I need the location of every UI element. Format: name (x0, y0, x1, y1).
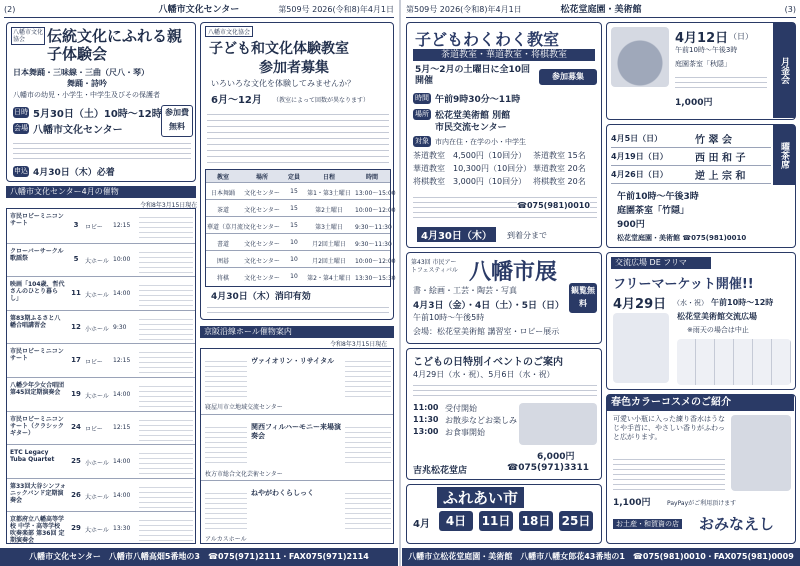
taiken-cell: 月2回土曜日 (312, 258, 346, 265)
yawata-ten-fee: 観覧無料 (569, 283, 597, 313)
taiken-cell: 10 (290, 273, 298, 280)
oyako-target: 八幡市の幼児・小学生・中学生及びその保護者 (13, 91, 160, 99)
event-time: 14:00 (113, 491, 131, 499)
taiken-notes (207, 109, 389, 165)
fureai-month: 4月 (413, 519, 430, 530)
fureai-box (406, 484, 602, 544)
keihan-event-detail (345, 423, 391, 464)
event-detail (139, 248, 193, 274)
flea-venue: 松花堂美術館交流広場 (677, 312, 757, 321)
taiken-cell: 9:30～11:30 (355, 224, 392, 231)
wakuwaku-schedule: 5月～2月の土曜日に全10回開催 (415, 65, 531, 86)
wakuwaku-contact: ☎075(981)0010 (517, 201, 590, 210)
kodomo-no-hi-title: こどもの日特別イベントのご案内 (413, 357, 563, 368)
oyako-apply-until: 4月30日（木）必着 (33, 168, 115, 178)
access-map (677, 339, 791, 385)
gekkei-tag (773, 23, 795, 118)
cosme-box (606, 394, 796, 544)
kodomo-no-hi-dates: 4月29日（水・祝）、5月6日（水・祝） (413, 370, 555, 379)
fureai-day: 4日 (439, 511, 473, 531)
kodomo-no-hi-detail (413, 381, 597, 399)
event-hall: 大ホール (85, 258, 109, 266)
taiken-period-note: （教室によって回数が異なります） (273, 97, 370, 104)
kodomo-no-hi-fee: 6,000円 (537, 452, 575, 462)
event-time: 9:30 (113, 323, 127, 331)
yocha-name: 西 田 和 子 (695, 153, 746, 164)
oyako-date-label: 日時 (14, 108, 28, 116)
keihan-event-detail (345, 357, 391, 398)
cosme-pay: PayPayがご利用頂けます (667, 500, 737, 507)
flea-time: 午前10時～12時 (711, 298, 774, 307)
taiken-period: 6月～12月 (211, 95, 262, 106)
yocha-tag-text: 曜茶席 (779, 141, 789, 169)
schedule-time: 13:00 (413, 427, 439, 436)
taiken-cell: 15 (290, 222, 298, 229)
event-name: クローバーサークル歌謡祭 (10, 247, 64, 262)
event-time: 12:15 (113, 424, 131, 432)
taiken-cell: 第2・第4土曜日 (307, 275, 351, 282)
wakuwaku-time: 午前9時30分～11時 (435, 95, 521, 105)
yawata-ten-title: 八幡市展 (469, 259, 558, 285)
yocha-row (611, 165, 771, 184)
wakuwaku-recruit: 参加募集 (539, 69, 597, 85)
shop-name: おみなえし (699, 515, 775, 533)
gekkei-detail (675, 73, 767, 91)
taiken-cell: 15 (290, 188, 298, 195)
event-time: 14:00 (113, 390, 131, 398)
cosme-detail (613, 455, 725, 491)
yocha-row (611, 147, 771, 166)
taiken-contact-text (207, 303, 389, 315)
page-number: (3) (784, 5, 796, 14)
taiken-cell: 10:00～12:00 (355, 207, 396, 214)
taiken-cell: 囲碁 (216, 258, 229, 265)
keihan-row (201, 414, 393, 480)
flea-date: 4月29日 (613, 297, 667, 312)
event-hall: ロビー (85, 426, 103, 434)
schedule-item: お食事開始 (445, 428, 485, 437)
keihan-event-place: 枚方市総合文化芸術センター (205, 470, 283, 478)
fureai-title: ふれあい市 (437, 487, 524, 508)
events-title-bar (6, 186, 196, 198)
events-list (6, 208, 196, 544)
taiken-table-row (206, 250, 396, 268)
yawata-ten-genres: 書・絵画・工芸・陶芸・写真 (413, 286, 517, 295)
event-detail (139, 213, 193, 239)
event-time: 14:00 (113, 289, 131, 297)
right-footer: 八幡市立松花堂庭園・美術館 八幡市八幡女郎花43番地の1 ☎075(981)0010・FAX075(981)0009 (402, 548, 800, 566)
keihan-event-name: ヴァイオリン・リサイタル (251, 357, 335, 365)
taiken-cell: 文化センター (244, 224, 280, 231)
yocha-date: 4月19日（日） (611, 152, 668, 161)
yawata-ten-venue: 会場：松花堂美術館 講習室・ロビー展示 (413, 327, 560, 336)
taiken-table-body (206, 182, 396, 286)
gekkei-venue: 庭園茶室「秋隠」 (675, 60, 731, 68)
event-date: 3 (73, 220, 79, 229)
event-hall: 大ホール (85, 493, 109, 501)
taiken-lead: いろいろな文化を体験してみませんか？ (211, 79, 355, 88)
event-date: 26 (71, 490, 81, 499)
schedule-time: 11:30 (413, 415, 439, 424)
wakuwaku-venue-label: 場所 (415, 110, 429, 118)
taiken-header-cell: 日程 (322, 174, 335, 181)
taiken-table-header (206, 170, 390, 182)
taiken-cell: 13:00～15:00 (355, 190, 396, 197)
taiken-cell: 第3土曜日 (315, 224, 343, 231)
yocha-row (611, 129, 771, 148)
right-page (402, 0, 800, 566)
taiken-table-row (206, 233, 390, 251)
oyako-genres: 日本舞踊・三味線・三曲（尺八・琴） (13, 68, 149, 77)
gekkei-box (606, 22, 796, 120)
flea-illustration (613, 313, 669, 383)
wakuwaku-target: 市内在住・在学の小・中学生 (435, 138, 526, 146)
yocha-time: 午前10時～午後3時 (617, 192, 699, 202)
keihan-event-detail (205, 489, 247, 530)
event-date: 29 (71, 524, 81, 533)
taiken-cell: 13:30～15:30 (355, 275, 396, 282)
page-title: 八幡市文化センター (158, 5, 240, 15)
taiken-cell: 月2回土曜日 (312, 241, 346, 248)
event-detail (139, 281, 193, 307)
fee-amount: 3,000円（10回分） (453, 177, 527, 186)
event-row (7, 243, 195, 278)
events-note: 令和8年3月15日現在 (140, 202, 198, 209)
yawata-ten-series: 第43回 市民アートフェスティバル (411, 259, 458, 274)
yocha-tag (773, 125, 795, 185)
oyako-date: 5月30日（土）10時～12時 (33, 109, 162, 120)
event-detail (139, 348, 193, 374)
keihan-event-place: 寝屋川市立地域交流センター (205, 404, 283, 412)
yocha-name: 逆 上 宗 和 (695, 171, 746, 182)
schedule-item: 受付開始 (445, 404, 477, 413)
event-row (7, 343, 195, 378)
event-date: 17 (71, 356, 81, 365)
event-row (7, 209, 195, 243)
event-time: 14:00 (113, 457, 131, 465)
event-row (7, 377, 195, 412)
taiken-table-row (206, 267, 396, 285)
event-hall: 小ホール (85, 459, 109, 467)
keihan-event-name: ねやがわくらしっく (251, 488, 314, 497)
taiken-cell: 9:30～11:30 (355, 241, 392, 248)
oyako-title: 伝統文化にふれる親子体験会 (47, 27, 183, 63)
fee-amount: 4,500円（10回分） (453, 151, 527, 160)
keihan-title-bar (200, 326, 394, 338)
wakuwaku-title: 子どもわくわく教室 (415, 30, 560, 49)
taiken-cell: 文化センター (244, 190, 280, 197)
yocha-fee: 900円 (617, 220, 645, 230)
event-detail (139, 449, 193, 475)
wakuwaku-target-label: 対象 (415, 137, 429, 145)
fee-capacity: 茶道教室 15名 (533, 151, 586, 160)
flea-head-bar (611, 257, 711, 269)
event-time: 13:30 (113, 525, 131, 533)
event-name: 市民ロビーミニコンサート (10, 348, 64, 363)
taiken-cell: 10:00～12:00 (355, 258, 396, 265)
event-time: 12:15 (113, 357, 131, 365)
shop-tag: お土産・和賀資の店 (613, 519, 682, 529)
event-date: 5 (73, 255, 79, 264)
event-row (7, 411, 195, 446)
taiken-table (205, 169, 396, 287)
center-fold (399, 0, 401, 566)
taiken-cell: 第2土曜日 (315, 207, 343, 214)
event-detail (139, 315, 193, 341)
oyako-apply-label: 申込 (14, 167, 28, 175)
yocha-venue: 庭園茶室「竹隠」 (617, 206, 690, 216)
taiken-badge: 八幡市文化協会 (205, 26, 253, 37)
yawata-ten-box (406, 252, 602, 344)
event-name: ETC Legacy Tuba Quartet (10, 449, 55, 464)
flea-title: フリーマーケット開催!! (613, 277, 754, 292)
wakuwaku-fee-table (413, 150, 597, 190)
yocha-contact: 松花堂庭園・美術館 ☎075(981)0010 (617, 234, 747, 242)
taiken-cell: 10 (290, 256, 298, 263)
flea-market-box (606, 252, 796, 390)
event-name: 八幡少年少女合唱団第45回定期演奏会 (10, 382, 65, 396)
taiken-header-cell: 教室 (216, 174, 229, 181)
cosme-price: 1,100円 (613, 498, 651, 508)
taiken-cell: 文化センター (244, 207, 280, 214)
kodomo-tel: ☎075(971)3311 (507, 463, 590, 473)
page-title: 松花堂庭園・美術館 (560, 5, 642, 15)
tea-kettle-photo (611, 27, 669, 87)
taiken-table-row (206, 182, 396, 200)
taiken-cell: 将棋 (216, 275, 229, 282)
event-hall: 大ホール (85, 392, 109, 400)
wakuwaku-time-label: 時間 (415, 94, 429, 102)
fee-name: 茶道教室 (413, 151, 445, 160)
event-name: 市民ロビーミニコンサート (10, 213, 64, 227)
flea-head: 交流広場 DE フリマ (615, 258, 687, 267)
keihan-note: 令和8年3月15日現在 (330, 341, 388, 348)
taiken-table-row (206, 199, 396, 217)
taiken-header-cell: 時間 (365, 174, 378, 181)
taiken-apply-until: 4月30日（木）消印有効 (211, 292, 311, 302)
event-hall: ロビー (85, 223, 103, 231)
oyako-fee-badge: 参加費無料 (161, 105, 193, 137)
taiken-cell: 10 (290, 239, 298, 246)
fureai-day: 11日 (479, 511, 513, 531)
schedule-time: 11:00 (413, 403, 439, 412)
taiken-cell: 文化センター (244, 258, 280, 265)
fee-capacity: 華道教室 20名 (533, 164, 586, 173)
event-name: 市民ロビーミニコンサート（クラシックギター） (10, 415, 64, 437)
taiken-header-cell: 定員 (287, 174, 300, 181)
left-page (0, 0, 398, 566)
left-header (4, 3, 394, 18)
event-date: 24 (71, 423, 81, 432)
keihan-list (200, 348, 394, 544)
left-footer: 八幡市文化センター 八幡市八幡高畑5番地の3 ☎075(971)2111・FAX075(971)2114 (0, 548, 398, 566)
event-detail (139, 416, 193, 442)
event-row (7, 511, 195, 546)
schedule-item: お散歩などお楽しみ (445, 416, 517, 425)
page-number: (2) (4, 5, 16, 14)
taiken-cell: 15 (290, 205, 298, 212)
fee-name: 将棋教室 (413, 177, 445, 186)
taiken-cell: 茶道 (216, 207, 229, 214)
oyako-venue-label: 会場 (14, 124, 28, 132)
keihan-row (201, 480, 393, 546)
event-date: 11 (71, 288, 81, 297)
event-date: 12 (71, 322, 81, 331)
taiken-cell: 華道（草月流） (207, 224, 250, 231)
event-row (7, 444, 195, 479)
fureai-day: 18日 (519, 511, 553, 531)
yocha-name: 竹 翠 会 (695, 135, 732, 146)
event-hall: 小ホール (85, 325, 109, 333)
flea-rain-note: ※雨天の場合は中止 (687, 326, 749, 334)
taiken-table-row (206, 216, 390, 234)
oyako-genres-2: 舞踊・詩吟 (67, 79, 107, 88)
kodomo-wabunka-box (200, 22, 394, 320)
keihan-event-detail (345, 489, 391, 530)
fee-name: 華道教室 (413, 164, 445, 173)
event-hall: ロビー (85, 359, 103, 367)
fee-capacity: 将棋教室 20名 (533, 177, 586, 186)
event-row (7, 310, 195, 345)
wakuwaku-venue-2: 市民交流センター (435, 123, 507, 133)
events-title: 八幡市文化センター4月の催物 (10, 187, 119, 196)
keihan-event-detail (205, 423, 247, 464)
event-detail (139, 483, 193, 509)
oyako-detail-text (13, 139, 191, 163)
right-header (406, 3, 796, 18)
keihan-row (201, 349, 393, 414)
event-name: 映画「104歳、哲代さんのひとり暮らし」 (10, 281, 65, 303)
yocha-date: 4月5日（日） (611, 134, 663, 143)
gekkei-time: 午前10時～午後3時 (675, 46, 738, 54)
taiken-subtitle: 参加者募集 (259, 60, 329, 76)
cosme-title: 春色カラーコスメのご紹介 (611, 397, 731, 408)
taiken-cell: 書道 (216, 241, 229, 248)
gekkei-tag-text: 月釜会 (779, 57, 789, 84)
taiken-cell: 文化センター (244, 241, 280, 248)
issue-date: 第509号 2026(令和8)年4月1日 (278, 5, 394, 14)
event-row (7, 478, 195, 513)
yawata-ten-time: 午前10時～午後5時 (413, 313, 485, 322)
wakuwaku-subtitle-bar (413, 49, 595, 61)
taiken-cell: 文化センター (244, 275, 280, 282)
yawata-ten-dates: 4月3日（金）・4日（土）・5日（日） (413, 301, 565, 311)
yocha-rows (611, 129, 771, 183)
keihan-event-detail (205, 357, 247, 398)
oyako-badge: 八幡市文化協会 (13, 29, 44, 43)
event-name: 京都府立八幡高等学校 中学・高等学校吹奏楽部 第36回 定期演奏会 (10, 516, 65, 545)
gekkei-date: 4月12日 (675, 31, 729, 46)
cosme-photo (731, 415, 791, 491)
fureai-days (439, 511, 599, 531)
event-name: 第83期ふるさと八幡合唱講習会 (10, 314, 61, 329)
gekkei-fee: 1,000円 (675, 98, 713, 108)
fureai-day: 25日 (559, 511, 593, 531)
event-time: 12:15 (113, 221, 131, 229)
gekkei-day: （日） (729, 32, 753, 41)
wakuwaku-subtitle: 茶道教室・華道教室・将棋教室 (440, 50, 567, 60)
event-hall: 大ホール (85, 527, 109, 535)
event-date: 19 (71, 389, 81, 398)
event-hall: 大ホール (85, 291, 109, 299)
fee-amount: 10,300円（10回分） (453, 164, 532, 173)
yocha-date: 4月26日（日） (611, 170, 668, 179)
kodomo-restaurant: 吉兆松花堂店 (413, 466, 468, 476)
event-detail (139, 516, 193, 542)
yocha-box (606, 124, 796, 248)
oyako-venue: 八幡市文化センター (33, 125, 123, 136)
taiken-cell: 日本舞踊 (210, 190, 235, 197)
keihan-event-place: アルカスホール (205, 535, 247, 543)
taiken-cell: 第1・第3土曜日 (307, 190, 351, 197)
flea-day: （水・祝） (673, 299, 708, 307)
kodomo-no-hi-box (406, 348, 602, 480)
kodomo-bento-photo (519, 403, 597, 445)
keihan-title: 京阪沿線ホール催物案内 (204, 327, 292, 336)
oyako-taikenkai-box (6, 22, 196, 182)
keihan-event-name: 関西フィルハーモニー来場演奏会 (251, 423, 341, 441)
event-row (7, 276, 195, 311)
cosme-text: 可愛い小瓶に入った練り香水はうなじや手首に、やさしい香りがふわっと広がります。 (613, 415, 725, 441)
taiken-title: 子ども和文化体験教室 (209, 41, 349, 57)
event-date: 25 (71, 456, 81, 465)
cosme-title-bar (607, 395, 794, 411)
wakuwaku-box (406, 22, 602, 248)
issue-date: 第509号 2026(令和8)年4月1日 (406, 5, 522, 14)
wakuwaku-venue: 松花堂美術館 別館 (435, 111, 511, 121)
taiken-header-cell: 場所 (255, 174, 268, 181)
event-detail (139, 382, 193, 408)
event-name: 第33回大谷シンフォニックバンド定期演奏会 (10, 482, 66, 504)
wakuwaku-apply: 4月30日（木） (417, 227, 496, 242)
wakuwaku-apply-note: 到着分まで (507, 231, 547, 240)
kodomo-no-hi-schedule (413, 403, 517, 439)
event-time: 10:00 (113, 256, 131, 264)
